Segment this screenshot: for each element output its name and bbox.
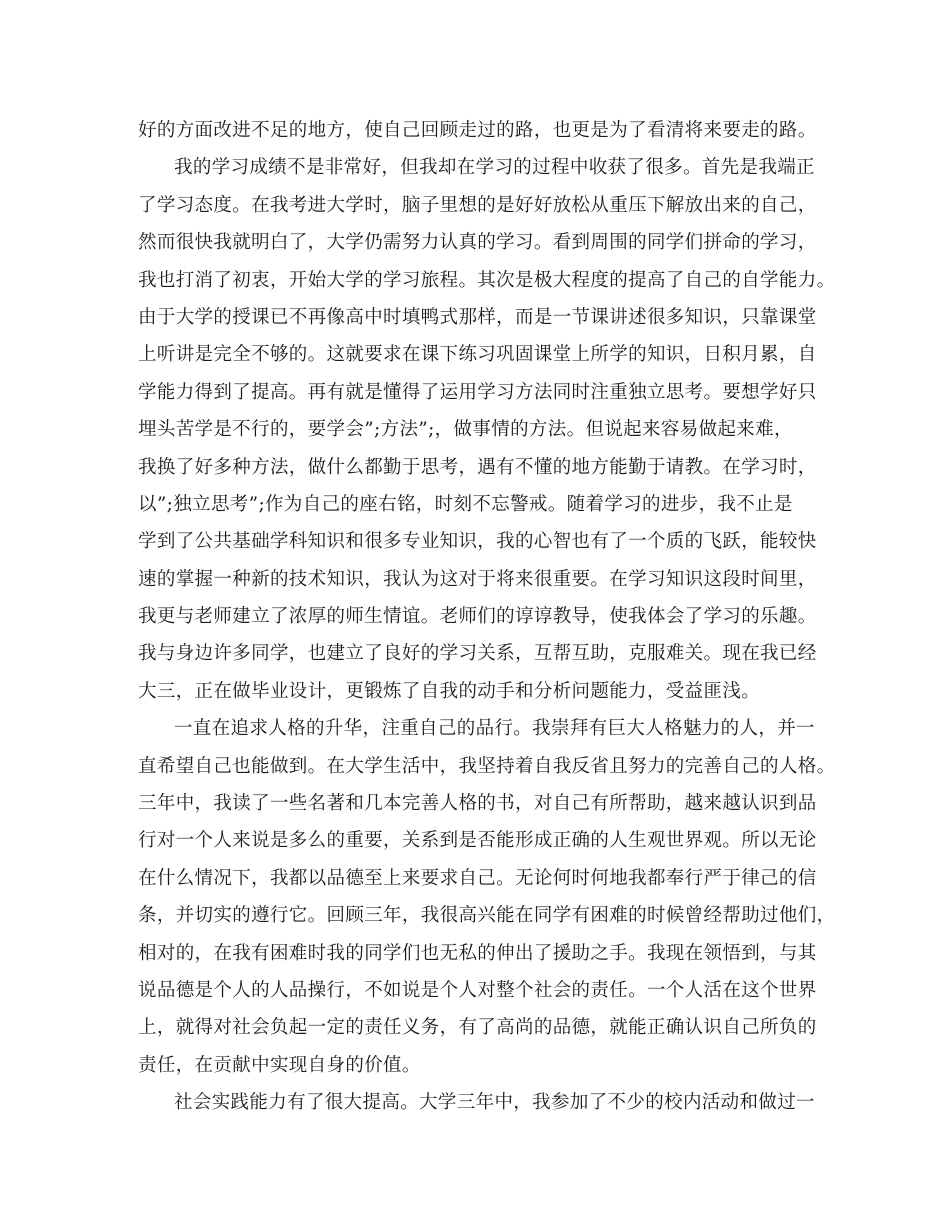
document-page — [138, 112, 836, 1122]
text-line: 我与身边许多同学，也建立了良好的学习关系，互帮互助，克服难关。现在我已经 — [138, 643, 817, 665]
text-line: 责任，在贡献中实现自身的价值。 — [138, 1054, 421, 1076]
text-line: 上，就得对社会负起一定的责任义务，有了高尚的品德，就能正确认识自己所负的 — [138, 1017, 817, 1039]
text-line: 相对的，在我有困难时我的同学们也无私的伸出了援助之手。我现在领悟到，与其 — [138, 942, 817, 964]
text-line: 好的方面改进不足的地方，使自己回顾走过的路，也更是为了看清将来要走的路。 — [138, 120, 817, 141]
text-line: 学到了公共基础学科知识和很多专业知识，我的心智也有了一个质的飞跃，能较快 — [138, 531, 817, 553]
text-line: 埋头苦学是不行的，要学会”;方法”;，做事情的方法。但说起来容易做起来难， — [138, 419, 793, 441]
text-line: 直希望自己也能做到。在大学生活中，我坚持着自我反省且努力的完善自己的人格。 — [138, 755, 836, 777]
text-line: 我也打消了初衷，开始大学的学习旅程。其次是极大程度的提高了自己的自学能力。 — [138, 269, 836, 291]
text-line: 条，并切实的遵行它。回顾三年，我很高兴能在同学有困难的时候曾经帮助过他们， — [138, 905, 836, 927]
text-line: 社会实践能力有了很大提高。大学三年中，我参加了不少的校内活动和做过一 — [174, 1092, 815, 1114]
text-line: 上听讲是完全不够的。这就要求在课下练习巩固课堂上所学的知识，日积月累，自 — [138, 344, 817, 366]
text-line: 三年中，我读了一些名著和几本完善人格的书，对自己有所帮助，越来越认识到品 — [138, 793, 817, 815]
text-line: 了学习态度。在我考进大学时，脑子里想的是好好放松从重压下解放出来的自己， — [138, 194, 817, 216]
text-line: 在什么情况下，我都以品德至上来要求自己。无论何时何地我都奉行严于律己的信 — [138, 867, 817, 889]
text-line: 以”;独立思考”;作为自己的座右铭，时刻不忘警戒。随着学习的进步，我不止是 — [138, 493, 793, 515]
text-line: 学能力得到了提高。再有就是懂得了运用学习方法同时注重独立思考。要想学好只 — [138, 381, 817, 403]
text-line: 行对一个人来说是多么的重要，关系到是否能形成正确的人生观世界观。所以无论 — [138, 830, 817, 852]
text-line: 我换了好多种方法，做什么都勤于思考，遇有不懂的地方能勤于请教。在学习时， — [138, 456, 817, 478]
text-line: 说品德是个人的人品操行，不如说是个人对整个社会的责任。一个人活在这个世界 — [138, 979, 817, 1001]
text-line: 大三，正在做毕业设计，更锻炼了自我的动手和分析问题能力，受益匪浅。 — [138, 680, 761, 702]
text-line: 我的学习成绩不是非常好，但我却在学习的过程中收获了很多。首先是我端正 — [174, 157, 815, 179]
text-line: 我更与老师建立了浓厚的师生情谊。老师们的谆谆教导，使我体会了学习的乐趣。 — [138, 606, 817, 628]
text-line: 由于大学的授课已不再像高中时填鸭式那样，而是一节课讲述很多知识，只靠课堂 — [138, 306, 817, 328]
text-line: 一直在追求人格的升华，注重自己的品行。我崇拜有巨大人格魅力的人，并一 — [174, 718, 815, 740]
text-line: 速的掌握一种新的技术知识，我认为这对于将来很重要。在学习知识这段时间里， — [138, 568, 817, 590]
text-line: 然而很快我就明白了，大学仍需努力认真的学习。看到周围的同学们拼命的学习， — [138, 232, 817, 254]
